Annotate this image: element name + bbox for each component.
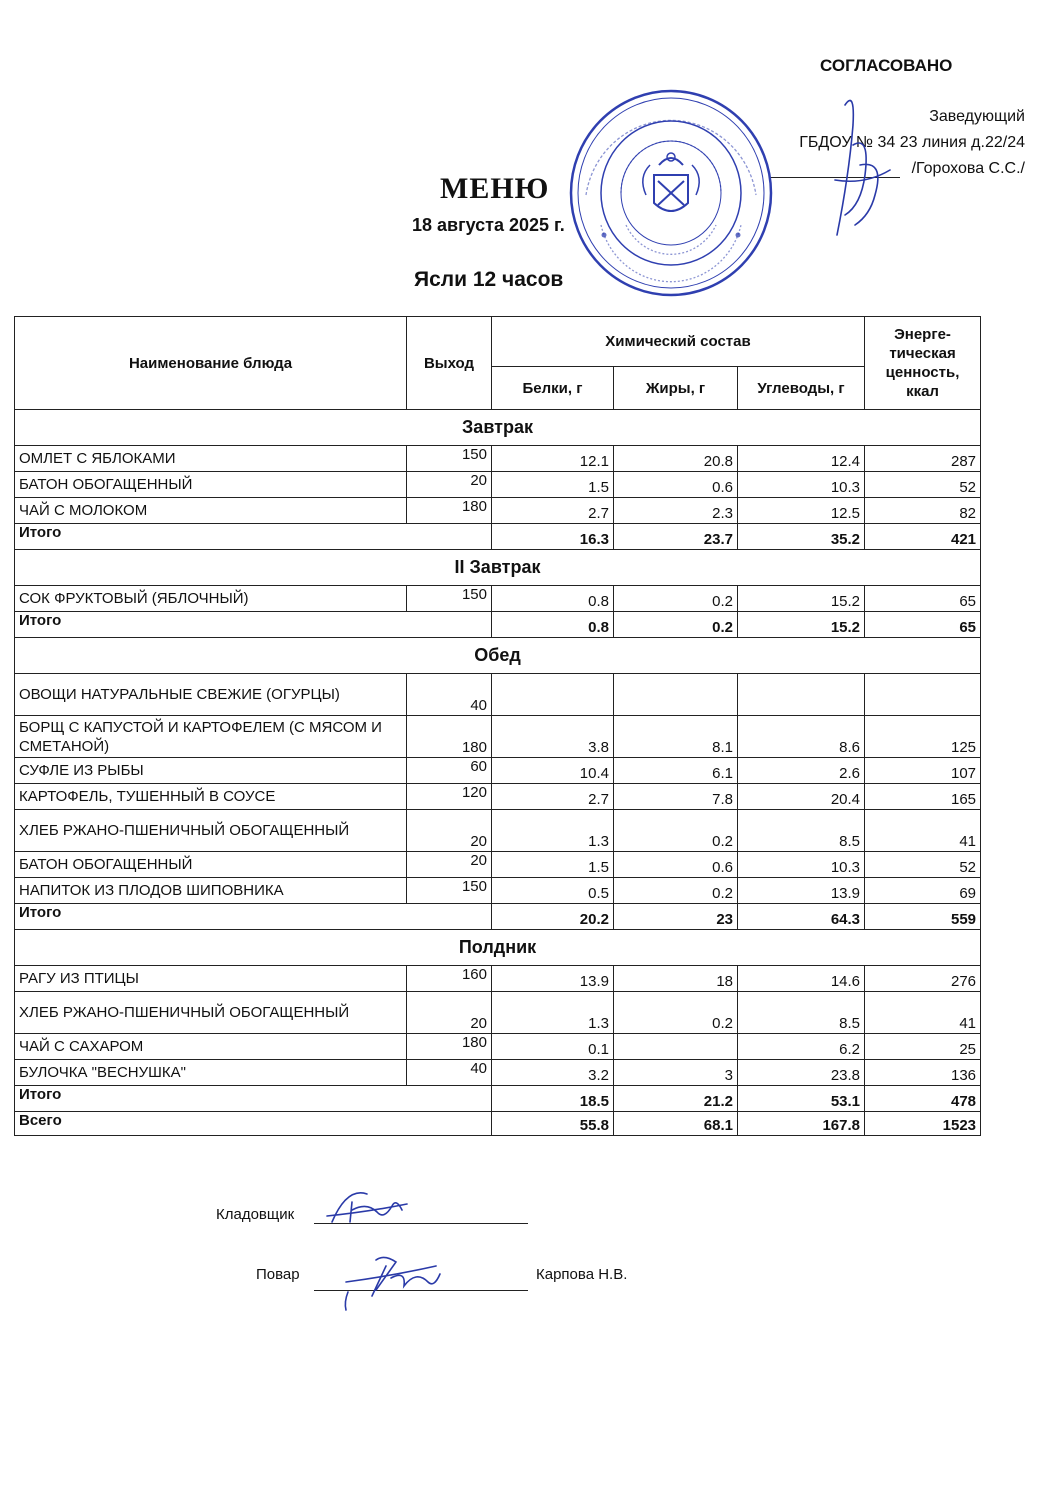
dish-name: СОК ФРУКТОВЫЙ (ЯБЛОЧНЫЙ): [15, 586, 407, 612]
dish-protein: 1.5: [492, 852, 614, 878]
total-label: Итого: [15, 524, 492, 550]
energy-line: ккал: [906, 383, 939, 400]
dish-yield: 40: [407, 1060, 492, 1086]
table-row: [15, 674, 981, 716]
dish-yield: 20: [407, 472, 492, 498]
section-header-row: [15, 930, 981, 966]
dish-yield: 160: [407, 966, 492, 992]
dish-carbs: 23.8: [738, 1060, 865, 1086]
total-label: Итого: [15, 904, 492, 930]
dish-protein: 1.3: [492, 810, 614, 852]
section-header-row: [15, 410, 981, 446]
table-row: [15, 1060, 981, 1086]
total-carbs: 35.2: [738, 524, 865, 550]
total-protein: 16.3: [492, 524, 614, 550]
table-row: [15, 810, 981, 852]
dish-carbs: 8.5: [738, 810, 865, 852]
dish-fat: [614, 674, 738, 716]
total-protein: 18.5: [492, 1086, 614, 1112]
table-row: [15, 878, 981, 904]
dish-yield: 180: [407, 716, 492, 758]
dish-name: РАГУ ИЗ ПТИЦЫ: [15, 966, 407, 992]
total-row: [15, 612, 981, 638]
dish-protein: 1.3: [492, 992, 614, 1034]
total-fat: 23.7: [614, 524, 738, 550]
dish-carbs: 10.3: [738, 852, 865, 878]
section-title: II Завтрак: [15, 550, 981, 586]
official-stamp-seal: [566, 85, 776, 300]
total-energy: 559: [865, 904, 981, 930]
section-header-row: [15, 638, 981, 674]
dish-fat: 0.6: [614, 472, 738, 498]
total-energy: 478: [865, 1086, 981, 1112]
dish-protein: 10.4: [492, 758, 614, 784]
total-label: Итого: [15, 1086, 492, 1112]
dish-energy: 52: [865, 472, 981, 498]
total-protein: 0.8: [492, 612, 614, 638]
col-header-protein: Белки, г: [492, 367, 614, 410]
dish-yield: 150: [407, 586, 492, 612]
dish-carbs: 20.4: [738, 784, 865, 810]
head-name: /Горохова С.С./: [911, 160, 1025, 177]
dish-energy: 82: [865, 498, 981, 524]
dish-carbs: 12.4: [738, 446, 865, 472]
dish-yield: 150: [407, 878, 492, 904]
total-row: [15, 904, 981, 930]
table-row: [15, 992, 981, 1034]
dish-protein: 13.9: [492, 966, 614, 992]
dish-yield: 20: [407, 992, 492, 1034]
total-fat: 21.2: [614, 1086, 738, 1112]
dish-carbs: 13.9: [738, 878, 865, 904]
cook-name: Карпова Н.В.: [536, 1266, 628, 1283]
head-signature: [815, 85, 905, 245]
col-header-energy: [865, 317, 981, 410]
storekeeper-signature: [322, 1182, 412, 1228]
dish-fat: 0.6: [614, 852, 738, 878]
dish-fat: 0.2: [614, 992, 738, 1034]
dish-energy: 52: [865, 852, 981, 878]
dish-carbs: 8.6: [738, 716, 865, 758]
dish-name: ОВОЩИ НАТУРАЛЬНЫЕ СВЕЖИЕ (ОГУРЦЫ): [15, 674, 407, 716]
grand-total-carbs: 167.8: [738, 1112, 865, 1136]
dish-name: ЧАЙ С САХАРОМ: [15, 1034, 407, 1060]
col-header-chem: Химический состав: [492, 317, 865, 367]
head-organization: ГБДОУ № 34 23 линия д.22/24: [799, 134, 1025, 151]
dish-name: СУФЛЕ ИЗ РЫБЫ: [15, 758, 407, 784]
dish-energy: 41: [865, 810, 981, 852]
dish-carbs: 14.6: [738, 966, 865, 992]
cook-signature: [336, 1252, 446, 1312]
section-title: Завтрак: [15, 410, 981, 446]
dish-carbs: 6.2: [738, 1034, 865, 1060]
dish-energy: 287: [865, 446, 981, 472]
dish-protein: 12.1: [492, 446, 614, 472]
dish-yield: 120: [407, 784, 492, 810]
dish-carbs: [738, 674, 865, 716]
section-title: Полдник: [15, 930, 981, 966]
dish-carbs: 2.6: [738, 758, 865, 784]
dish-name: БАТОН ОБОГАЩЕННЫЙ: [15, 472, 407, 498]
total-label: Итого: [15, 612, 492, 638]
table-row: [15, 758, 981, 784]
dish-fat: 0.2: [614, 878, 738, 904]
dish-protein: 0.1: [492, 1034, 614, 1060]
dish-yield: 20: [407, 810, 492, 852]
cook-label: Повар: [256, 1266, 300, 1283]
total-protein: 20.2: [492, 904, 614, 930]
total-energy: 65: [865, 612, 981, 638]
approval-heading: СОГЛАСОВАНО: [820, 56, 953, 75]
dish-name: ОМЛЕТ С ЯБЛОКАМИ: [15, 446, 407, 472]
table-row: [15, 852, 981, 878]
dish-protein: 2.7: [492, 498, 614, 524]
col-header-carbs: Углеводы, г: [738, 367, 865, 410]
total-fat: 23: [614, 904, 738, 930]
dish-energy: 65: [865, 586, 981, 612]
total-fat: 0.2: [614, 612, 738, 638]
table-row: [15, 784, 981, 810]
total-carbs: 64.3: [738, 904, 865, 930]
page-title: МЕНЮ: [440, 172, 550, 205]
dish-fat: 0.2: [614, 810, 738, 852]
dish-energy: [865, 674, 981, 716]
dish-carbs: 8.5: [738, 992, 865, 1034]
dish-yield: 180: [407, 498, 492, 524]
dish-carbs: 10.3: [738, 472, 865, 498]
grand-total-label: Всего: [15, 1112, 492, 1136]
dish-carbs: 12.5: [738, 498, 865, 524]
dish-energy: 125: [865, 716, 981, 758]
section-header-row: [15, 550, 981, 586]
table-row: [15, 446, 981, 472]
dish-fat: 6.1: [614, 758, 738, 784]
dish-fat: 7.8: [614, 784, 738, 810]
dish-fat: 0.2: [614, 586, 738, 612]
energy-line: ценность,: [885, 364, 960, 381]
energy-line: Энерге-: [894, 326, 951, 343]
dish-energy: 107: [865, 758, 981, 784]
table-row: [15, 498, 981, 524]
dish-fat: 8.1: [614, 716, 738, 758]
storekeeper-label: Кладовщик: [216, 1206, 295, 1223]
grand-total-protein: 55.8: [492, 1112, 614, 1136]
grand-total-energy: 1523: [865, 1112, 981, 1136]
table-row: [15, 966, 981, 992]
menu-table: [14, 316, 981, 1136]
total-energy: 421: [865, 524, 981, 550]
dish-fat: 18: [614, 966, 738, 992]
dish-protein: 3.2: [492, 1060, 614, 1086]
dish-energy: 136: [865, 1060, 981, 1086]
table-row: [15, 586, 981, 612]
section-title: Обед: [15, 638, 981, 674]
dish-energy: 69: [865, 878, 981, 904]
dish-protein: 0.8: [492, 586, 614, 612]
dish-fat: 3: [614, 1060, 738, 1086]
energy-line: тическая: [889, 345, 956, 362]
dish-protein: 0.5: [492, 878, 614, 904]
col-header-yield: Выход: [407, 317, 492, 410]
dish-energy: 165: [865, 784, 981, 810]
dish-fat: [614, 1034, 738, 1060]
dish-name: НАПИТОК ИЗ ПЛОДОВ ШИПОВНИКА: [15, 878, 407, 904]
dish-yield: 40: [407, 674, 492, 716]
dish-protein: 2.7: [492, 784, 614, 810]
table-row: [15, 1034, 981, 1060]
dish-name: ХЛЕБ РЖАНО-ПШЕНИЧНЫЙ ОБОГАЩЕННЫЙ: [15, 810, 407, 852]
dish-yield: 180: [407, 1034, 492, 1060]
dish-protein: [492, 674, 614, 716]
dish-yield: 150: [407, 446, 492, 472]
dish-name: БАТОН ОБОГАЩЕННЫЙ: [15, 852, 407, 878]
dish-energy: 41: [865, 992, 981, 1034]
menu-group: Ясли 12 часов: [414, 268, 564, 291]
dish-fat: 2.3: [614, 498, 738, 524]
total-row: [15, 524, 981, 550]
total-row: [15, 1086, 981, 1112]
dish-protein: 1.5: [492, 472, 614, 498]
table-row: [15, 716, 981, 758]
total-carbs: 53.1: [738, 1086, 865, 1112]
menu-table-body: [15, 410, 981, 1136]
dish-energy: 25: [865, 1034, 981, 1060]
dish-name: КАРТОФЕЛЬ, ТУШЕННЫЙ В СОУСЕ: [15, 784, 407, 810]
head-position: Заведующий: [929, 108, 1025, 125]
grand-total-row: [15, 1112, 981, 1136]
dish-name: ЧАЙ С МОЛОКОМ: [15, 498, 407, 524]
dish-name: БУЛОЧКА "ВЕСНУШКА": [15, 1060, 407, 1086]
dish-yield: 60: [407, 758, 492, 784]
total-carbs: 15.2: [738, 612, 865, 638]
col-header-name: Наименование блюда: [15, 317, 407, 410]
dish-name: БОРЩ С КАПУСТОЙ И КАРТОФЕЛЕМ (С МЯСОМ И СМЕТАНОЙ): [15, 716, 407, 758]
table-row: [15, 472, 981, 498]
col-header-fat: Жиры, г: [614, 367, 738, 410]
dish-name: ХЛЕБ РЖАНО-ПШЕНИЧНЫЙ ОБОГАЩЕННЫЙ: [15, 992, 407, 1034]
dish-fat: 20.8: [614, 446, 738, 472]
dish-carbs: 15.2: [738, 586, 865, 612]
grand-total-fat: 68.1: [614, 1112, 738, 1136]
dish-protein: 3.8: [492, 716, 614, 758]
dish-yield: 20: [407, 852, 492, 878]
dish-energy: 276: [865, 966, 981, 992]
menu-date: 18 августа 2025 г.: [412, 215, 565, 235]
